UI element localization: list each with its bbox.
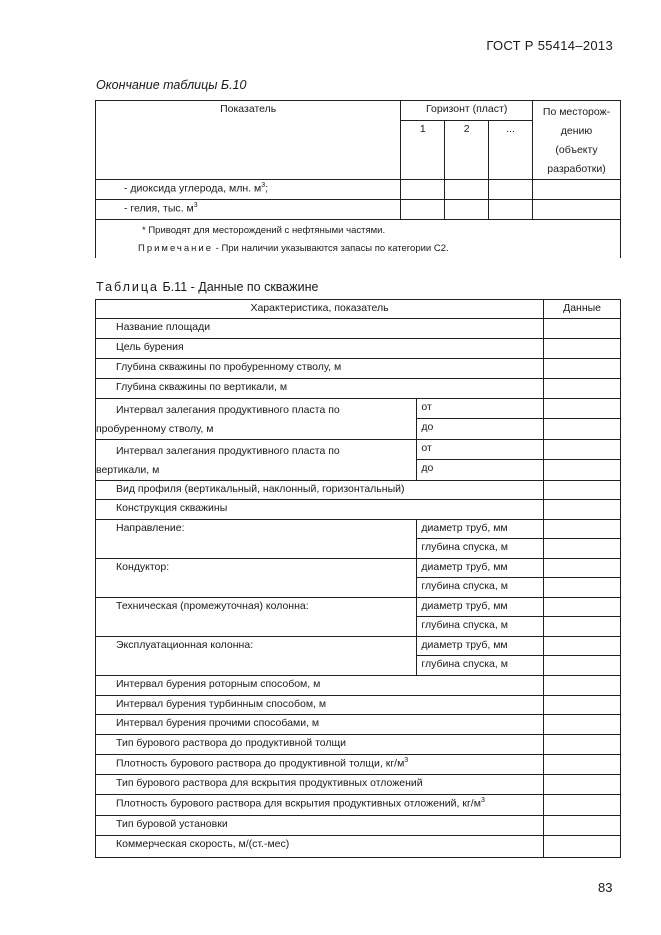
header-field-line: По месторож- <box>542 106 611 118</box>
header-horizon: Горизонт (пласт) <box>401 101 533 121</box>
row-direction: Направление: <box>96 520 417 559</box>
from-label: от <box>417 399 544 419</box>
header-field <box>533 101 621 180</box>
cell <box>533 200 621 220</box>
to-label: до <box>417 418 544 439</box>
footnote: * Приводят для месторождений с нефтяными частями. <box>142 225 386 236</box>
table-b10-end <box>95 100 621 258</box>
data-cell <box>544 319 621 339</box>
data-cell <box>544 795 621 816</box>
row-area: Название площади <box>96 319 544 339</box>
header-data: Данные <box>544 300 621 319</box>
table-b10-caption: Окончание таблицы Б.10 <box>96 78 247 92</box>
cell <box>445 180 489 200</box>
depth-label: глубина спуска, м <box>417 656 544 676</box>
cell <box>401 200 445 220</box>
row-conductor: Кондуктор: <box>96 559 417 598</box>
row-rig: Тип буровой установки <box>96 816 544 836</box>
header-characteristic: Характеристика, показатель <box>96 300 544 319</box>
data-cell <box>544 339 621 359</box>
page-number: 83 <box>598 880 613 895</box>
data-cell <box>544 481 621 500</box>
header-field-line: дению <box>560 125 593 137</box>
header-field-line: (объекту <box>555 144 598 156</box>
row-technical-column: Техническая (промежуточная) колонна: <box>96 598 417 637</box>
diameter-label: диаметр труб, мм <box>417 598 544 617</box>
header-indicator: Показатель <box>96 101 401 180</box>
data-cell <box>544 598 621 617</box>
data-cell <box>544 676 621 696</box>
cell <box>401 180 445 200</box>
data-cell <box>544 379 621 399</box>
cell <box>445 200 489 220</box>
header-col-1: 1 <box>401 121 445 180</box>
to-label: до <box>417 459 544 480</box>
row-turbine: Интервал бурения турбинным способом, м <box>96 696 544 715</box>
header-col-3: ... <box>489 121 533 180</box>
data-cell <box>544 539 621 559</box>
row-mud-density-open: Плотность бурового раствора для вскрытия продуктивных отложений, $кг/м^3$ <box>96 795 544 816</box>
data-cell <box>544 459 621 480</box>
data-cell <box>544 520 621 539</box>
data-cell <box>544 440 621 460</box>
standard-designation: ГОСТ Р 55414–2013 <box>486 38 613 53</box>
data-cell <box>544 578 621 598</box>
data-cell <box>544 775 621 795</box>
row-co2-label: - диоксида углерода, млн. $м^3$; <box>96 180 401 200</box>
diameter-label: диаметр труб, мм <box>417 559 544 578</box>
row-he-label: - гелия, тыс. $м^3$ <box>96 200 401 220</box>
depth-label: глубина спуска, м <box>417 539 544 559</box>
row-mud-density: Плотность бурового раствора до продуктивной толщи, $кг/м^3$ <box>96 755 544 775</box>
header-field-line: разработки) <box>547 163 606 175</box>
row-mud-type-open: Тип бурового раствора для вскрытия продуктивных отложений <box>96 775 544 795</box>
row-production-column: Эксплуатационная колонна: <box>96 637 417 676</box>
data-cell <box>544 359 621 379</box>
data-cell <box>544 715 621 735</box>
data-cell <box>544 735 621 755</box>
row-mud-type: Тип бурового раствора до продуктивной толщи <box>96 735 544 755</box>
row-design: Конструкция скважины <box>96 500 544 520</box>
data-cell <box>544 637 621 656</box>
depth-label: глубина спуска, м <box>417 617 544 637</box>
data-cell <box>544 696 621 715</box>
table-notes <box>96 220 621 259</box>
from-label: от <box>417 440 544 460</box>
row-profile: Вид профиля (вертикальный, наклонный, горизонтальный) <box>96 481 544 500</box>
data-cell <box>544 500 621 520</box>
row-interval-vert: Интервал залегания продуктивного пласта по вертикали, м <box>96 440 417 481</box>
row-depth-vert: Глубина скважины по вертикали, м <box>96 379 544 399</box>
data-cell <box>544 559 621 578</box>
diameter-label: диаметр труб, мм <box>417 520 544 539</box>
header-col-2: 2 <box>445 121 489 180</box>
row-depth-bore: Глубина скважины по пробуренному стволу, м <box>96 359 544 379</box>
data-cell <box>544 418 621 439</box>
depth-label: глубина спуска, м <box>417 578 544 598</box>
row-commercial-speed: Коммерческая скорость, м/(ст.-мес) <box>96 836 544 858</box>
diameter-label: диаметр труб, мм <box>417 637 544 656</box>
note: Примечание - При наличии указываются запасы по категории С2. <box>138 243 449 254</box>
data-cell <box>544 399 621 419</box>
row-purpose: Цель бурения <box>96 339 544 359</box>
data-cell <box>544 656 621 676</box>
data-cell <box>544 617 621 637</box>
cell <box>489 200 533 220</box>
row-rotary: Интервал бурения роторным способом, м <box>96 676 544 696</box>
cell <box>489 180 533 200</box>
table-b11-well-data <box>95 299 621 858</box>
row-other-methods: Интервал бурения прочими способами, м <box>96 715 544 735</box>
table-b11-caption: Таблица Б.11 - Данные по скважине <box>96 280 319 294</box>
row-interval-bore: Интервал залегания продуктивного пласта по пробуренному стволу, м <box>96 399 417 440</box>
cell <box>533 180 621 200</box>
data-cell <box>544 816 621 836</box>
data-cell <box>544 836 621 858</box>
data-cell <box>544 755 621 775</box>
